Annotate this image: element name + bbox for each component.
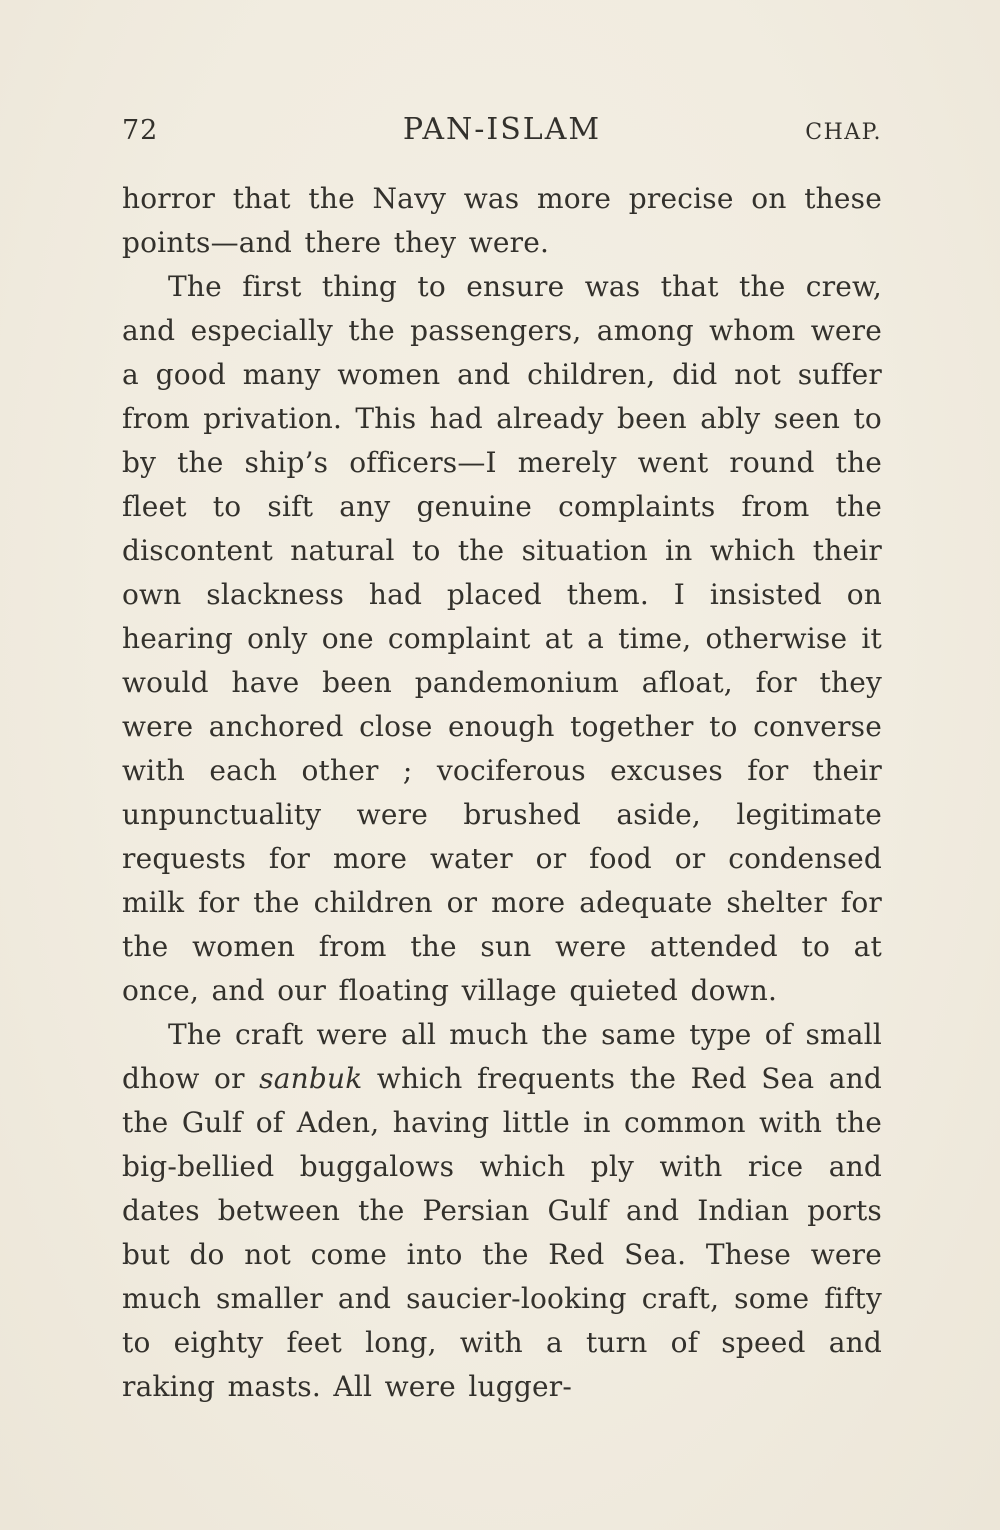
chapter-marker: CHAP. bbox=[805, 120, 882, 145]
paragraph-1-text: horror that the Navy was more precise on these points—and there they were. bbox=[122, 182, 882, 259]
body-text bbox=[122, 177, 882, 1409]
paragraph-3-italic-term: sanbuk bbox=[259, 1062, 363, 1095]
paragraph-2 bbox=[122, 265, 882, 1013]
paragraph-3 bbox=[122, 1013, 882, 1409]
page-number: 72 bbox=[122, 115, 159, 146]
paragraph-1 bbox=[122, 177, 882, 265]
running-title: PAN-ISLAM bbox=[402, 112, 602, 147]
running-head bbox=[122, 112, 882, 147]
paragraph-2-text: The first thing to ensure was that the crew, and especially the passengers, among whom were a good many women and children, did not suffer from privation. This had already been ably seen to by the ship’s officers—I merely went round the fleet to sift any genuine complaints from the discontent natural to the situation in which their own slackness had placed them. I insisted on hearing only one complaint at a time, otherwise it would have been pandemonium afloat, for they were anchored close enough together to converse with each other ; vociferous excuses for their unpunctuality were brushed aside, legitimate requests for more water or food or condensed milk for the children or more adequate shelter for the women from the sun were attended to at once, and our floating village quieted down. bbox=[122, 270, 882, 1007]
paragraph-3-text-a: The craft were all much the same type of small dhow or bbox=[122, 1018, 882, 1095]
paragraph-3-text-b: which frequents the Red Sea and the Gulf of Aden, having little in common with the big-bellied buggalows which ply with rice and dates between the Persian Gulf and Indian ports but do not come into the Red Sea. These were much smaller and saucier-looking craft, some fifty to eighty feet long, with a turn of speed and raking masts. All were lugger- bbox=[122, 1062, 882, 1403]
